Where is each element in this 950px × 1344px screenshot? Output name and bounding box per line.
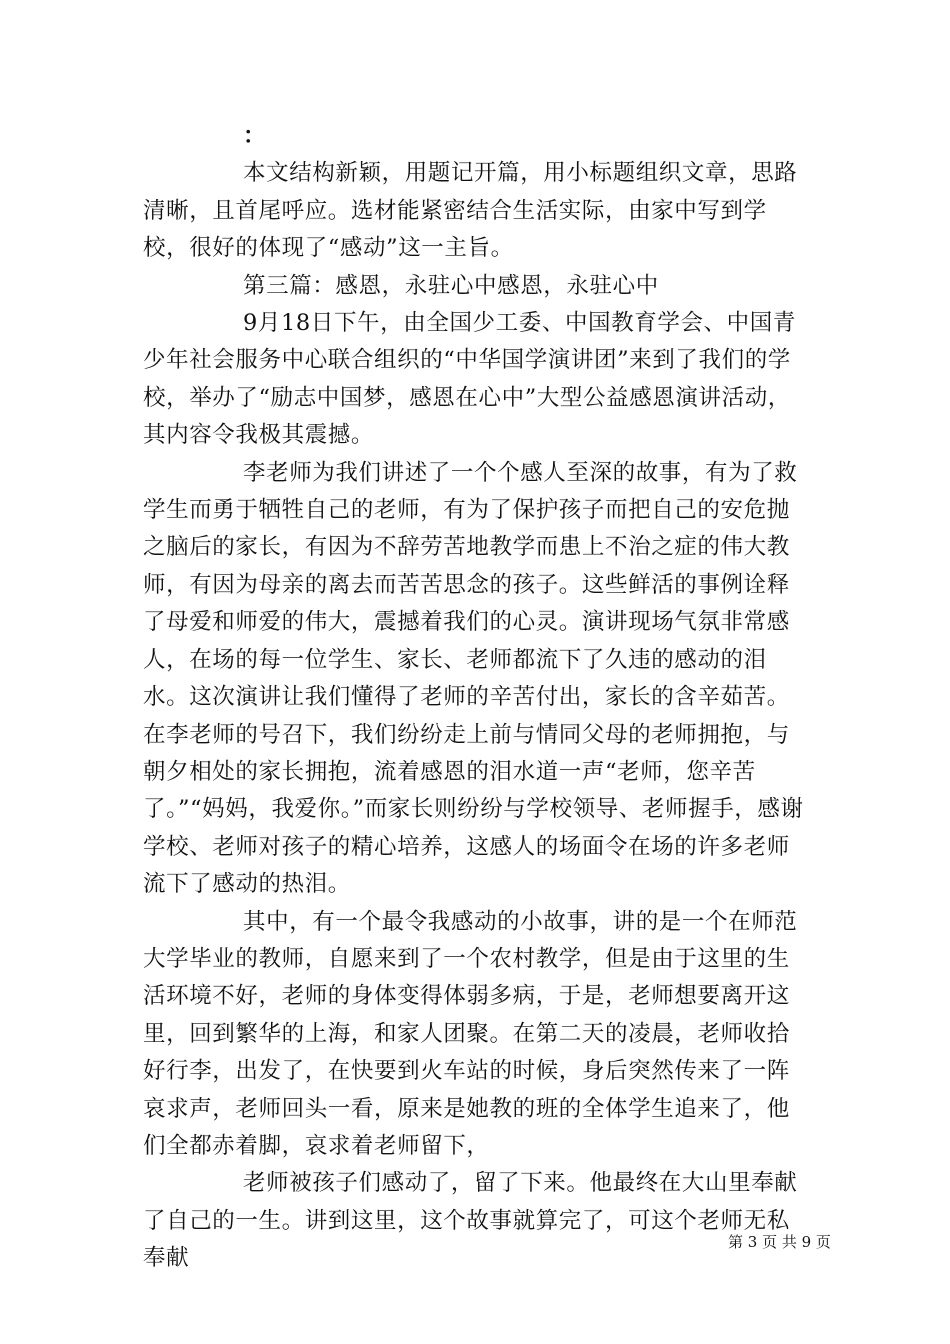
- document-body: [143, 118, 808, 1278]
- paragraph-conclusion: 老师被孩子们感动了，留了下来。他最终在大山里奉献了自己的一生。讲到这里，这个故事就算完了，可这个老师无私奉献: [143, 1170, 798, 1272]
- page-number: 第 3 页 共 9 页: [728, 1233, 831, 1251]
- section-heading: 第三篇：感恩，永驻心中感恩，永驻心中: [243, 272, 659, 299]
- paragraph-teacher-story: 其中，有一个最令我感动的小故事，讲的是一个在师范大学毕业的教师，自愿来到了一个农村教学，但是由于这里的生活环境不好，老师的身体变得体弱多病，于是，老师想要离开这里，回到繁华的上海，和家人团聚。在第二天的凌晨，老师收拾好行李，出发了，在快要到火车站的时候，身后突然传来了一阵哀求声，老师回头一看，原来是她教的班的全体学生追来了，他们全都赤着脚，哀求着老师留下，: [143, 908, 798, 1159]
- paragraph-commentary: 本文结构新颖，用题记开篇，用小标题组织文章，思路清晰，且首尾呼应。选材能紧密结合生活实际，由家中写到学校，很好的体现了“感动”这一主旨。: [143, 160, 798, 262]
- paragraph-stories: 李老师为我们讲述了一个个感人至深的故事，有为了救学生而勇于牺牲自己的老师，有为了保护孩子而把自己的安危抛之脑后的家长，有因为不辞劳苦地教学而患上不治之症的伟大教师，有因为母亲的离去而苦苦思念的孩子。这些鲜活的事例诠释了母爱和师爱的伟大，震撼着我们的心灵。演讲现场气氛非常感人，在场的每一位学生、家长、老师都流下了久违的感动的泪水。这次演讲让我们懂得了老师的辛苦付出，家长的含辛茹苦。在李老师的号召下，我们纷纷走上前与情同父母的老师拥抱，与朝夕相处的家长拥抱，流着感恩的泪水道一声“老师，您辛苦了。”“妈妈，我爱你。”而家长则纷纷与学校领导、老师握手，感谢学校、老师对孩子的精心培养，这感人的场面令在场的许多老师流下了感动的热泪。: [143, 459, 804, 898]
- paragraph-event: 9月18日下午，由全国少工委、中国教育学会、中国青少年社会服务中心联合组织的“中华国学演讲团”来到了我们的学校，举办了“励志中国梦，感恩在心中”大型公益感恩演讲活动，其内容令我极其震撼。: [143, 310, 796, 449]
- leading-colon: ：: [243, 123, 267, 149]
